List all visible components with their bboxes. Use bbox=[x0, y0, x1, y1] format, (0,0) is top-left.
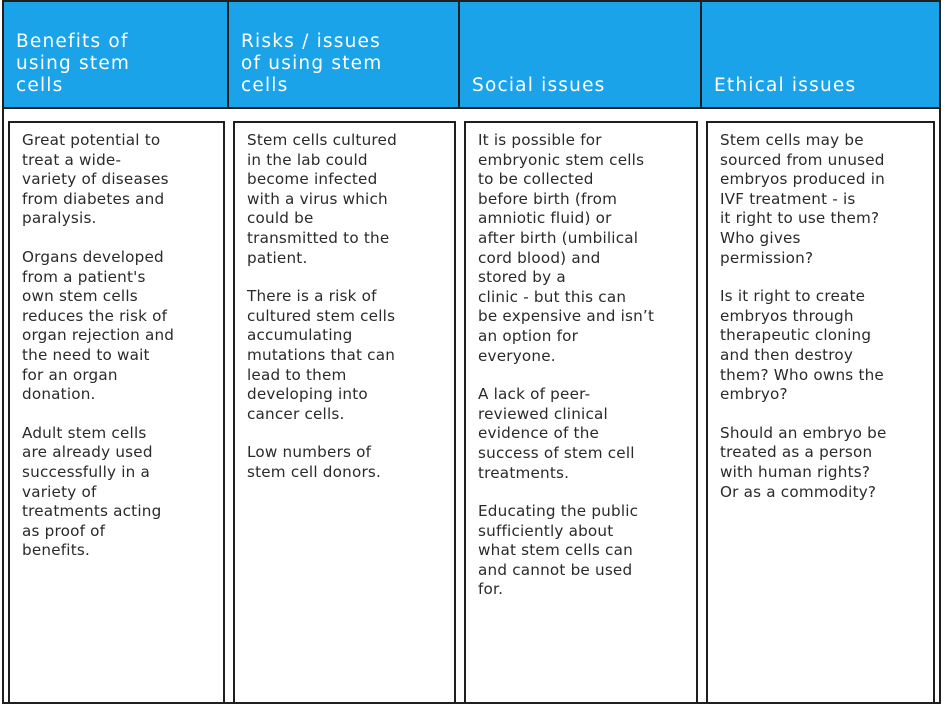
table-body-row bbox=[4, 109, 939, 702]
table-header-row bbox=[4, 2, 939, 109]
cell-paragraph: Stem cells may be sourced from unused embryos produced in IVF treatment - is it right to use them? Who gives permission? bbox=[720, 131, 885, 267]
cell-risks bbox=[229, 109, 460, 510]
header-risks bbox=[229, 2, 460, 107]
header-social bbox=[460, 2, 702, 107]
header-ethical bbox=[702, 2, 939, 107]
header-benefits-label: Benefits of using stem cells bbox=[16, 31, 131, 96]
stem-cells-table bbox=[2, 0, 941, 704]
cell-paragraph: Educating the public sufficiently about what stem cells can and cannot be used for. bbox=[478, 502, 639, 599]
cell-social bbox=[460, 109, 702, 627]
cell-paragraph: Should an embryo be treated as a person with human rights? Or as a commodity? bbox=[720, 423, 887, 501]
header-ethical-label: Ethical issues bbox=[714, 75, 857, 96]
column-ethical bbox=[702, 109, 939, 702]
cell-ethical bbox=[702, 109, 939, 529]
cell-benefits bbox=[4, 109, 229, 588]
header-risks-label: Risks / issues of using stem cells bbox=[241, 31, 383, 96]
cell-paragraph: Great potential to treat a wide- variety of diseases from diabetes and paralysis. bbox=[22, 131, 169, 228]
cell-paragraph: Organs developed from a patient's own stem cells reduces the risk of organ rejection and the need to wait for an organ donation. bbox=[22, 247, 175, 404]
cell-paragraph: It is possible for embryonic stem cells to be collected before birth (from amniotic fluid) or after birth (umbilical cord blood) and stored by a clinic - but this can be expensive and isn’t an option for everyone. bbox=[478, 131, 655, 365]
cell-paragraph: Stem cells cultured in the lab could become infected with a virus which could be transmitted to the patient. bbox=[247, 131, 397, 267]
cell-paragraph: Is it right to create embryos through therapeutic cloning and then destroy them? Who owns the embryo? bbox=[720, 287, 884, 404]
cell-paragraph: A lack of peer- reviewed clinical evidence of the success of stem cell treatments. bbox=[478, 385, 635, 482]
cell-paragraph: Adult stem cells are already used successfully in a variety of treatments acting as proof of benefits. bbox=[22, 423, 162, 560]
column-benefits bbox=[4, 109, 229, 702]
column-risks bbox=[229, 109, 460, 702]
cell-paragraph: Low numbers of stem cell donors. bbox=[247, 443, 382, 481]
cell-paragraph: There is a risk of cultured stem cells accumulating mutations that can lead to them developing into cancer cells. bbox=[247, 287, 396, 423]
header-social-label: Social issues bbox=[472, 75, 606, 96]
header-benefits bbox=[4, 2, 229, 107]
column-social bbox=[460, 109, 702, 702]
